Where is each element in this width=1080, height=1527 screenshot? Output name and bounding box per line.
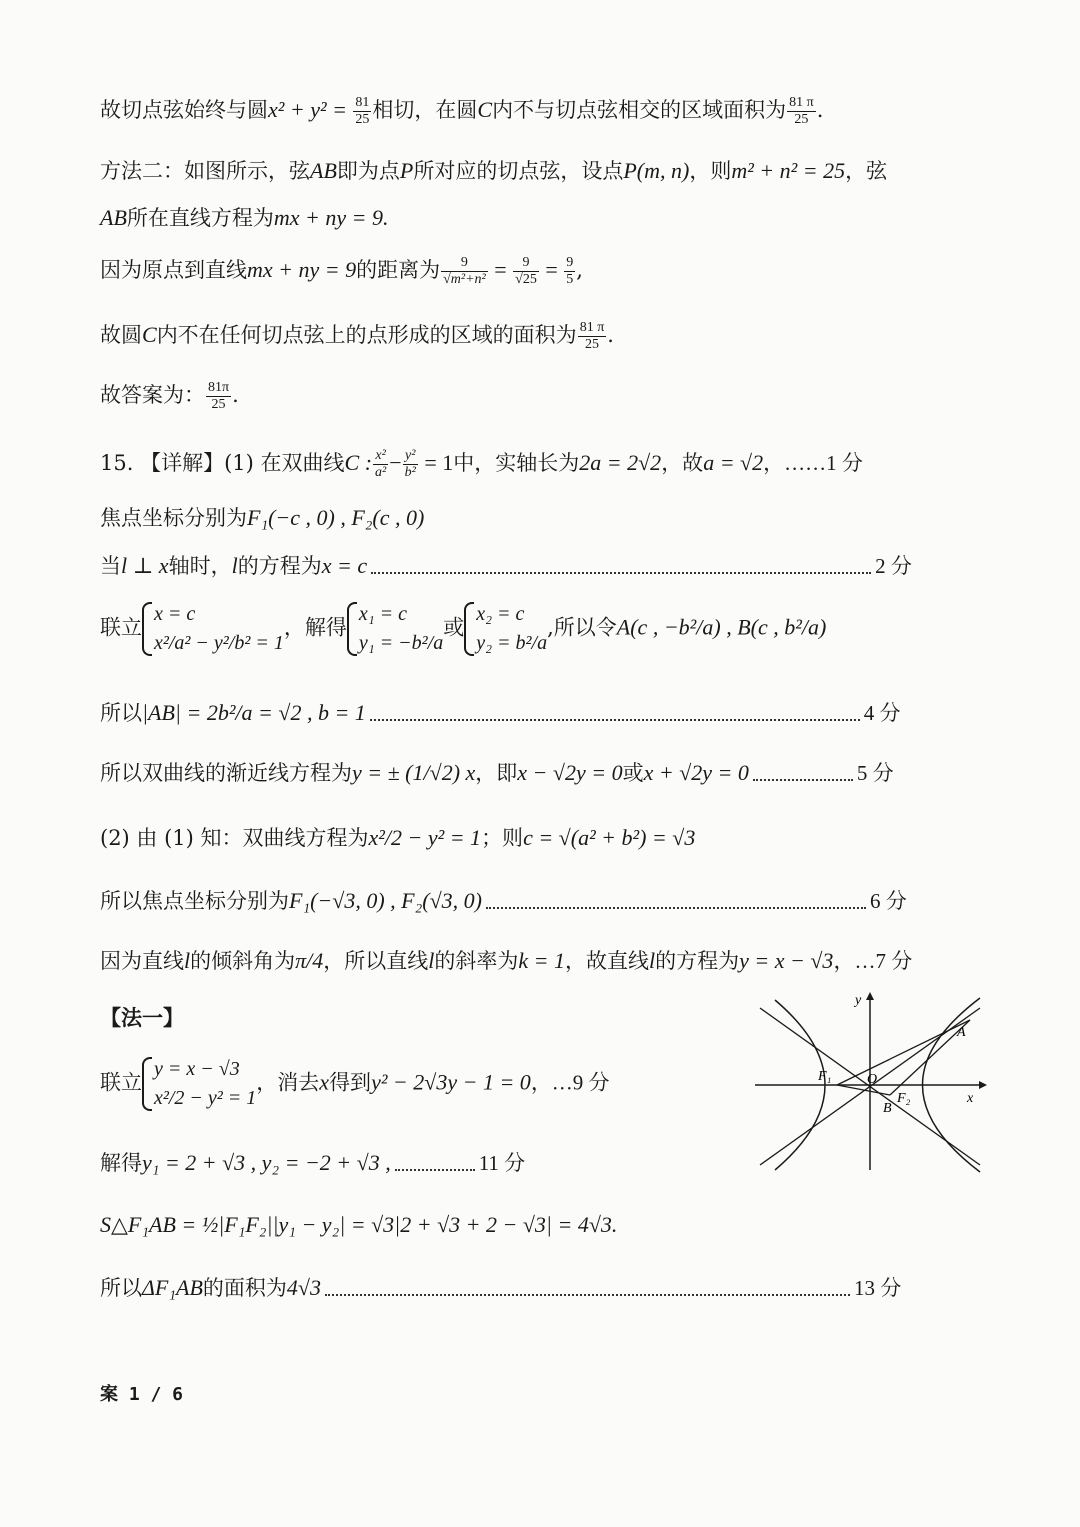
method-one-heading: 【法一】 [100,1005,184,1030]
equation-system: y = x − √3 x²/2 − y² = 1 [142,1055,256,1113]
segment-F1B [837,1085,890,1095]
label-F2: F₂ [897,1091,911,1106]
score-leader [486,897,866,909]
equation-system: x = c x²/a² − y²/b² = 1 [142,600,284,658]
equation-system: x₁ = c y₁ = −b²/a [347,600,443,658]
fraction: $\frac{81 \pi}{25}$ [789,95,814,128]
x-axis-arrow [979,1081,987,1089]
label-x: x [967,1091,974,1106]
line-13: (2) 由 (1) 知：双曲线方程为x²/2 − y² = 1；则c = √(a² + b²) = √3 [100,825,696,850]
fraction: $\frac{\text{x²}}{\text{a²}}$ [375,448,387,481]
equation-system: x₂ = c y₂ = b²/a [464,600,547,658]
line-19: S△F₁AB = ½|F₁F₂||y₁ − y₂| = √3|2 + √3 + 2 − √3| = 4√3. [100,1212,618,1237]
score-leader [753,769,853,781]
score-leader [325,1284,850,1296]
fraction: $\frac{81 \pi}{25}$ [579,320,605,353]
fraction: $\frac{81}{25}$ [355,95,370,128]
fraction: $\frac{9}{5}$ [566,255,574,288]
y-axis-arrow [866,992,874,1000]
label-F1: F₁ [818,1069,832,1084]
fraction: $\frac{9}{√25}$ [515,255,537,288]
score-leader [371,562,871,574]
line-11: 所以|AB| = 2b²/a = √2 , b = 1 4 分 [100,700,901,725]
line-17: 联立 y = x − √3 x²/2 − y² = 1 ，消去x得到y² − 2√3y − 1 = 0，…9 分 [100,1055,610,1113]
line-3: AB所在直线方程为mx + ny = 9. [100,205,389,230]
score-leader [370,709,860,721]
line-4: 因为原点到直线mx + ny = 9的距离为 $\frac{9}{\text{√m²+n²}}$ = $\frac{9}{√25}$ = $\frac{9}{5}$ , [100,255,583,288]
label-O: O [867,1072,878,1087]
hyperbola-graph [755,990,990,1175]
label-y: y [855,993,862,1008]
line-15: 因为直线l的倾斜角为π/4，所以直线l的斜率为k = 1，故直线l的方程为y = x − √3，…7 分 [100,948,913,973]
label-A: A [957,1025,966,1040]
line-18: 解得y₁ = 2 + √3 , y₂ = −2 + √3 , 11 分 [100,1150,526,1175]
line-12: 所以双曲线的渐近线方程为y = ± (1/√2) x，即x − √2y = 0或x + √2y = 0 5 分 [100,760,894,785]
line-6: 故答案为： $\frac{81\pi}{25}$ . [100,380,239,413]
label-B: B [883,1101,892,1116]
line-5: 故圆C内不在任何切点弦上的点形成的区域的面积为 $\frac{81 \pi}{25}$ . [100,320,614,353]
line-14: 所以焦点坐标分别为F₁(−√3, 0) , F₂(√3, 0) 6 分 [100,888,907,913]
page-footer: 案 1 / 6 [100,1384,184,1405]
line-2: 方法二：如图所示，弦AB即为点P所对应的切点弦，设点P(m, n)，则m² + n² = 25，弦 [100,158,888,183]
line-10: 联立 x = c x²/a² − y²/b² = 1 ，解得 x₁ = c y₁ = −b²/a 或 x₂ = c y₂ = b²/a ,所以令A(c , −b²/a) , B(c , b²/a) [100,600,826,658]
fraction: $\frac{9}{\text{√m²+n²}}$ [443,255,486,288]
fraction: $\frac{\text{y²}}{\text{b²}}$ [404,448,416,481]
line-7: 15. 【详解】(1) 在双曲线C : $\frac{\text{x²}}{\text{a²}}$ − $\frac{\text{y²}}{\text{b²}}$ = 1中，实轴长为2a = 2√2，故a = √2，……1 分 [100,448,863,481]
line-9: 当l ⊥ x轴时，l的方程为x = c 2 分 [100,553,912,578]
score-leader [395,1159,475,1171]
line-8: 焦点坐标分别为F₁(−c , 0) , F₂(c , 0) [100,505,425,530]
line-20: 所以ΔF₁AB的面积为4√3 13 分 [100,1275,902,1300]
fraction: $\frac{81\pi}{25}$ [208,380,230,413]
line-1: 故切点弦始终与圆x² + y² = $\frac{81}{25}$ 相切，在圆C内不与切点弦相交的区域面积为 $\frac{81 \pi}{25}$ . [100,95,824,128]
segment-F1A [837,1020,970,1085]
